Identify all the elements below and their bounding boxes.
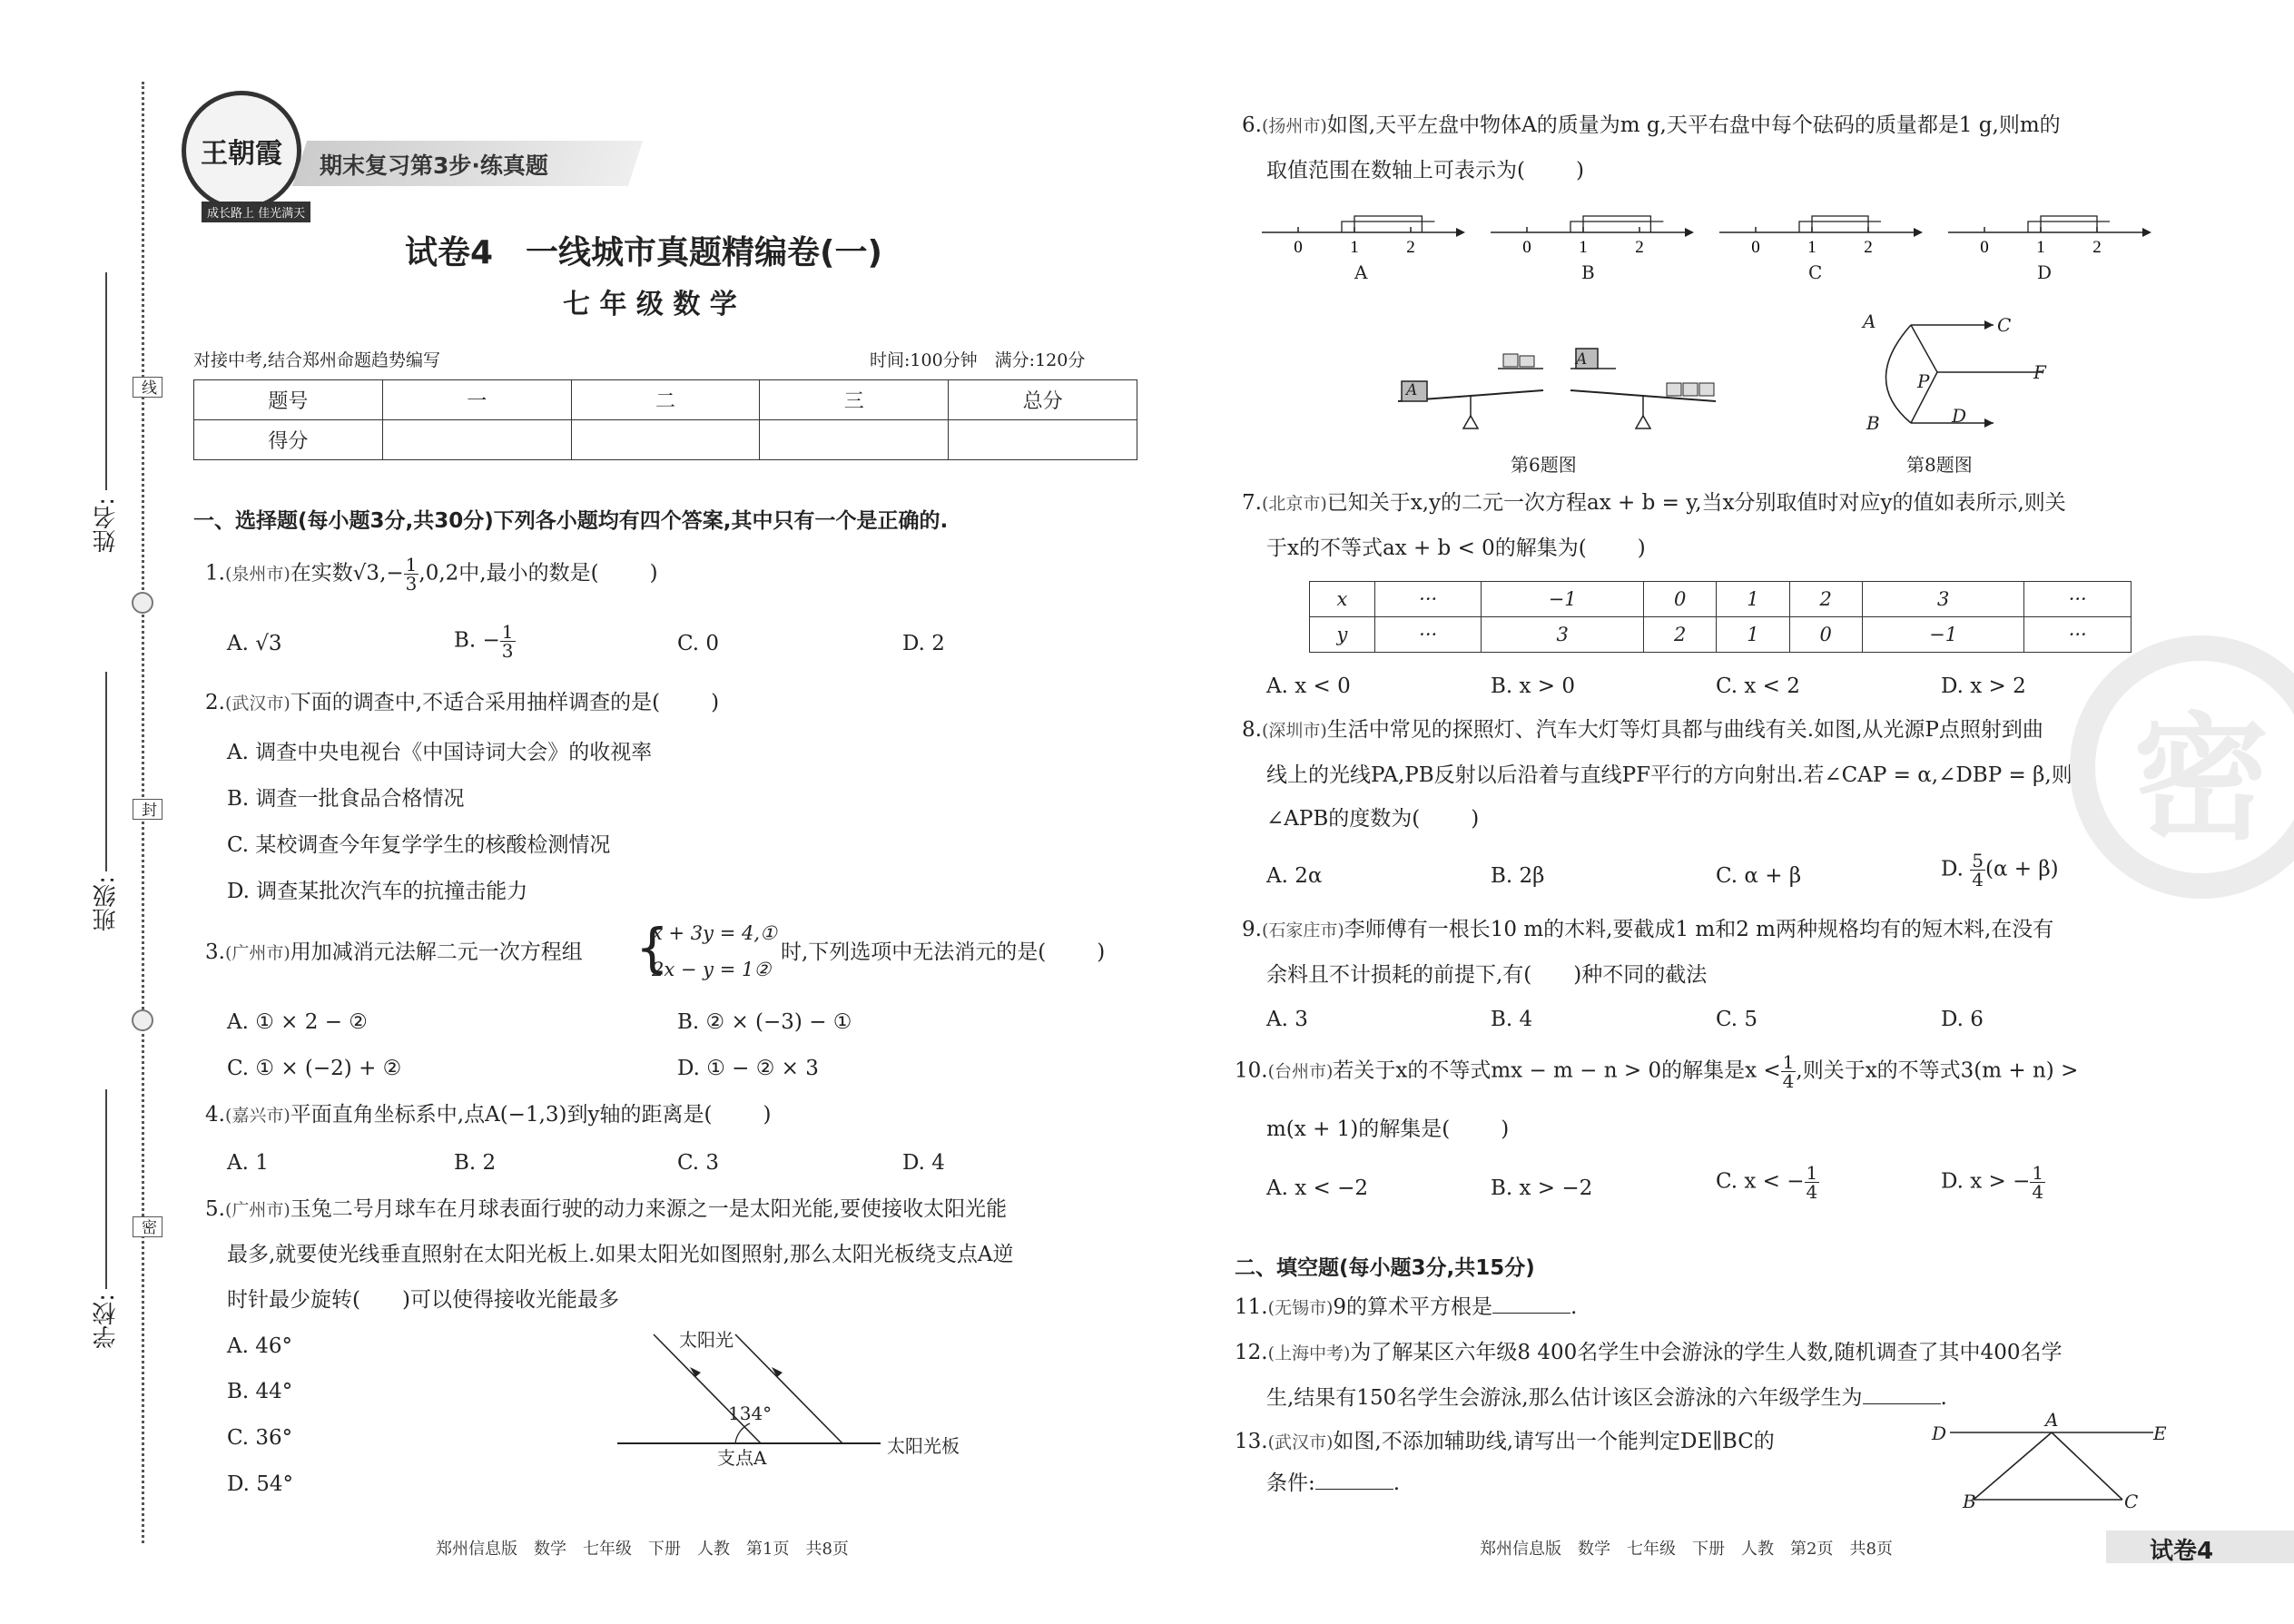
class-label: 班级: <box>93 876 120 931</box>
question-13 <box>1235 1429 1775 1456</box>
q9-option-c[interactable]: C. 5 <box>1716 1008 1758 1031</box>
question-10 <box>1235 1053 2078 1090</box>
q6-option-a[interactable]: A <box>1354 261 1368 283</box>
number-line-tick-label: 0 <box>1294 238 1303 257</box>
q1-option-c[interactable]: C. 0 <box>677 632 720 655</box>
q7-cell: x <box>1310 582 1375 617</box>
q8-point: C <box>1997 314 2012 336</box>
q-number: 7. <box>1242 491 1262 515</box>
fraction <box>1781 1053 1797 1090</box>
option-text: D. <box>1941 857 1971 881</box>
number-line-tick-label: 2 <box>2092 238 2102 257</box>
option-text: C. x < − <box>1716 1169 1805 1194</box>
footer-left: 郑州信息版 数学 七年级 下册 人教 第1页 共8页 <box>436 1540 849 1559</box>
question-8 <box>1242 717 2043 744</box>
q-text: ∠APB的度数为( <box>1266 807 1421 831</box>
q7-cell: ··· <box>1374 582 1481 617</box>
number-line-tick-label: 0 <box>1980 238 1989 257</box>
q-text: ) <box>1097 940 1106 964</box>
q13-point-d: D <box>1932 1422 1947 1444</box>
q-number: 6. <box>1242 113 1262 137</box>
question-12-line2 <box>1266 1385 1947 1412</box>
q13-point-c: C <box>2124 1491 2139 1512</box>
question-12 <box>1235 1340 2062 1367</box>
answer-blank[interactable] <box>1315 1471 1393 1490</box>
q7-option-d[interactable]: D. x > 2 <box>1941 674 2026 698</box>
brand-ribbon: 成长路上 佳光满天 <box>202 202 310 222</box>
q7-cell: 1 <box>1717 582 1789 617</box>
name-label: 姓名: <box>93 497 120 553</box>
q8-point: A <box>1863 310 1876 332</box>
q7-cell: 0 <box>1643 582 1716 617</box>
q7-cell: 3 <box>1482 617 1644 653</box>
q4-option-a[interactable]: A. 1 <box>227 1151 269 1175</box>
denominator: 4 <box>1972 869 1984 891</box>
q8-option-c[interactable]: C. α + β <box>1716 864 1802 888</box>
q-text: 取值范围在数轴上可表示为( <box>1266 159 1525 182</box>
q7-cell: y <box>1310 617 1375 653</box>
q7-cell: 1 <box>1717 617 1789 653</box>
denominator: 4 <box>2032 1181 2044 1203</box>
q-text: )种不同的截法 <box>1573 963 1708 987</box>
q8-figure-caption: 第8题图 <box>1906 454 1973 476</box>
q6-balance-figure <box>1389 345 1725 436</box>
q-text: 条件: <box>1266 1471 1315 1495</box>
q-text: 如图,天平左盘中物体A的质量为m g,天平右盘中每个砝码的质量都是1 g,则m的 <box>1326 113 2061 137</box>
q-text: 生,结果有150名学生会游泳,那么估计该区会游泳的六年级学生为 <box>1266 1386 1863 1410</box>
question-13-line2 <box>1266 1471 1400 1498</box>
q4-option-d[interactable]: D. 4 <box>902 1151 945 1175</box>
q7-cell: 3 <box>1862 582 2024 617</box>
section2-heading: 二、填空题(每小题3分,共15分) <box>1235 1256 1535 1280</box>
score-cell[interactable] <box>760 420 949 460</box>
fraction <box>2030 1164 2045 1201</box>
q-text: ) <box>763 1103 772 1127</box>
q-text: 平面直角坐标系中,点A(−1,3)到y轴的距离是( <box>290 1103 713 1127</box>
paper-title: 试卷4 一线城市真题精编卷(一) <box>405 234 882 271</box>
q5-label-sun: 太阳光 <box>679 1329 733 1351</box>
q-source: (台州市) <box>1267 1061 1334 1082</box>
balance-box-label: A <box>1576 350 1588 369</box>
q1-option-a[interactable]: A. √3 <box>227 632 282 655</box>
q5-option-c[interactable]: C. 36° <box>227 1426 293 1450</box>
watermark-seal <box>2070 635 2294 899</box>
score-cell[interactable] <box>949 420 1137 460</box>
q1-option-d[interactable]: D. 2 <box>902 632 945 655</box>
q-source: (泉州市) <box>224 564 290 585</box>
score-cell[interactable] <box>382 420 571 460</box>
section1-heading: 一、选择题(每小题3分,共30分)下列各小题均有四个答案,其中只有一个是正确的. <box>193 509 949 533</box>
number-line-arrow <box>1456 228 1465 237</box>
q4-option-b[interactable]: B. 2 <box>454 1151 497 1175</box>
q-number: 9. <box>1242 918 1262 941</box>
q-text <box>1531 963 1573 987</box>
q-text: ) <box>1471 807 1480 831</box>
school-label: 学校: <box>93 1294 120 1349</box>
q6-option-b[interactable]: B <box>1581 261 1595 283</box>
q-text: 李师傅有一根长10 m的木料,要截成1 m和2 m两种规格均有的短木料,在没有 <box>1344 918 2054 941</box>
paper-subtitle: 七 年 级 数 学 <box>563 289 737 320</box>
q-text: m(x + 1)的解集是( <box>1266 1117 1451 1141</box>
question-8-line3 <box>1266 806 1479 833</box>
q-text: 余料且不计损耗的前提下,有( <box>1266 963 1532 987</box>
q-text: 生活中常见的探照灯、汽车大灯等灯具都与曲线有关.如图,从光源P点照射到曲 <box>1326 718 2043 742</box>
question-10-line2 <box>1266 1117 1509 1144</box>
margin-tag-seal: 封 <box>133 799 162 820</box>
question-5-line3: 时针最少旋转( )可以使得接收光能最多 <box>227 1288 619 1312</box>
q13-point-b: B <box>1963 1491 1976 1512</box>
number-line-tick-label: 2 <box>1635 238 1644 257</box>
numerator: 1 <box>501 621 514 643</box>
q-source: (武汉市) <box>1267 1432 1334 1452</box>
number-line-tick-label: 1 <box>1579 238 1588 257</box>
paper-time: 时间:100分钟 满分:120分 <box>870 350 1086 370</box>
q-number: 1. <box>205 561 225 586</box>
denominator: 3 <box>501 640 514 662</box>
q-text: . <box>1570 1295 1578 1319</box>
option-text: D. x > − <box>1941 1169 2031 1194</box>
q-text: 下面的调查中,不适合采用抽样调查的是( <box>290 691 661 714</box>
fraction <box>404 556 419 593</box>
q3-option-d[interactable]: D. ① − ② × 3 <box>677 1057 819 1080</box>
margin-tag-line: 线 <box>133 377 162 398</box>
q-source: (深圳市) <box>1261 721 1327 741</box>
q-source: (无锡市) <box>1267 1298 1334 1318</box>
brand-name: 王朝霞 <box>201 138 282 170</box>
question-9 <box>1242 917 2053 944</box>
q5-option-b[interactable]: B. 44° <box>227 1380 293 1403</box>
margin-tag-mi: 密 <box>133 1216 162 1237</box>
score-header-row <box>194 380 1137 420</box>
q7-cell: ··· <box>2024 582 2132 617</box>
score-row-label: 得分 <box>194 420 383 460</box>
q8-point: F <box>2033 361 2046 383</box>
option-text: B. − <box>454 628 500 653</box>
q13-point-e: E <box>2153 1422 2167 1444</box>
question-6-line2 <box>1266 158 1584 185</box>
q10-option-a[interactable]: A. x < −2 <box>1266 1176 1369 1200</box>
question-7 <box>1242 490 2066 517</box>
question-2 <box>205 690 719 717</box>
q8-point: P <box>1917 370 1930 392</box>
q-source: (扬州市) <box>1261 116 1327 136</box>
equation-brace: { <box>635 917 669 979</box>
q1-option-b[interactable] <box>454 623 516 660</box>
question-9-line2 <box>1266 962 1707 989</box>
number-line-tick-label: 1 <box>2036 238 2045 257</box>
question-3 <box>205 940 583 967</box>
number-line-tick-label: 2 <box>1406 238 1415 257</box>
q7-cell: 0 <box>1789 617 1862 653</box>
numerator: 1 <box>1782 1051 1795 1073</box>
q9-option-b[interactable]: B. 4 <box>1491 1008 1533 1031</box>
q9-option-d[interactable]: D. 6 <box>1941 1008 1984 1031</box>
q6-option-d[interactable]: D <box>2037 261 2053 283</box>
equation-2: 2x − y = 1② <box>652 959 772 980</box>
numerator: 1 <box>1806 1162 1818 1184</box>
q5-label-angle: 134° <box>728 1403 773 1424</box>
q-number: 5. <box>205 1197 225 1221</box>
q8-option-b[interactable]: B. 2β <box>1491 864 1545 888</box>
binding-hole-icon <box>132 1009 153 1031</box>
q-source: (上海中考) <box>1267 1343 1351 1363</box>
score-row <box>194 420 1137 460</box>
q4-option-c[interactable]: C. 3 <box>677 1151 720 1175</box>
q7-row-y <box>1310 617 2132 653</box>
q-text: 时,下列选项中无法消元的是( <box>781 940 1047 964</box>
score-header-cell: 三 <box>760 380 949 420</box>
q7-cell: ··· <box>2024 617 2132 653</box>
question-6 <box>1242 113 2061 140</box>
q-number: 11. <box>1235 1295 1268 1319</box>
number-line-tick-label: 2 <box>1864 238 1873 257</box>
q-number: 8. <box>1242 718 1262 742</box>
q9-option-a[interactable]: A. 3 <box>1266 1008 1308 1031</box>
number-line-tick-label: 1 <box>1807 238 1816 257</box>
question-1 <box>205 556 658 593</box>
q8-point: D <box>1952 405 1967 427</box>
number-line-tick-label: 0 <box>1522 238 1531 257</box>
q-number: 12. <box>1235 1341 1268 1364</box>
question-8-line2: 线上的光线PA,PB反射以后沿着与直线PF平行的方向射出.若∠CAP = α,∠DBP = β,则 <box>1266 763 2072 787</box>
q7-cell: ··· <box>1374 617 1481 653</box>
number-line-range <box>1799 216 1881 232</box>
answer-blank[interactable] <box>1492 1295 1570 1314</box>
question-7-line2 <box>1266 536 1646 563</box>
fraction <box>500 623 516 660</box>
q3-option-b[interactable]: B. ② × (−3) − ① <box>677 1010 852 1034</box>
q-number: 13. <box>1235 1430 1268 1453</box>
q-number: 3. <box>205 940 225 964</box>
binding-hole-icon <box>132 592 153 614</box>
q-source: (嘉兴市) <box>224 1106 290 1126</box>
denominator: 3 <box>405 573 418 595</box>
brand-logo <box>182 91 301 211</box>
q2-option-a[interactable]: A. 调查中央电视台《中国诗词大会》的收视率 <box>227 741 653 764</box>
q-text: 为了解某区六年级8 400名学生中会游泳的学生人数,随机调查了其中400名学 <box>1350 1341 2063 1364</box>
q-source: (武汉市) <box>224 694 290 714</box>
q8-option-d[interactable] <box>1941 851 2059 889</box>
q10-option-c[interactable] <box>1716 1164 1819 1201</box>
q5-label-pivot: 支点A <box>717 1447 767 1469</box>
q7-value-table <box>1309 581 2132 653</box>
q-text: . <box>1393 1471 1401 1495</box>
q7-option-c[interactable]: C. x < 2 <box>1716 674 1800 698</box>
q-text: ) <box>1637 536 1646 560</box>
number-line-arrow <box>1914 228 1923 237</box>
q6-figure-caption: 第6题图 <box>1511 454 1577 476</box>
score-header-cell: 一 <box>382 380 571 420</box>
q-text: ) <box>1575 159 1584 182</box>
q-source: (广州市) <box>224 943 290 963</box>
q-source: (广州市) <box>224 1200 290 1220</box>
q7-option-a[interactable]: A. x < 0 <box>1266 674 1351 698</box>
q-text: 用加减消元法解二元一次方程组 <box>290 940 583 964</box>
q-text: ,0,2中,最小的数是( <box>418 561 599 586</box>
q-source: (石家庄市) <box>1261 920 1344 940</box>
q-text: ,则关于x的不等式3(m + n) > <box>1796 1058 2079 1083</box>
score-header-cell: 二 <box>571 380 760 420</box>
name-line <box>105 272 107 490</box>
q3-option-a[interactable]: A. ① × 2 − ② <box>227 1010 368 1034</box>
number-line-tick-label: 1 <box>1350 238 1359 257</box>
q13-point-a: A <box>2045 1409 2059 1431</box>
q-source: (北京市) <box>1261 494 1327 514</box>
q7-row-x <box>1310 582 2132 617</box>
number-line-range <box>1570 216 1663 232</box>
q-text: ) <box>649 561 658 586</box>
q-text: ) <box>1501 1117 1510 1141</box>
q-text: 已知关于x,y的二元一次方程ax + b = y,当x分别取值时对应y的值如表所示,则关 <box>1326 491 2066 515</box>
q2-option-b[interactable]: B. 调查一批食品合格情况 <box>227 787 465 811</box>
q-text: 于x的不等式ax + b < 0的解集为( <box>1266 536 1587 560</box>
q-text: − <box>386 561 404 586</box>
q7-cell: −1 <box>1862 617 2024 653</box>
numerator: 1 <box>405 554 418 576</box>
numerator: 5 <box>1972 850 1984 871</box>
series-tag-text: 期末复习第3步·练真题 <box>320 153 548 179</box>
answer-blank[interactable] <box>1863 1386 1941 1404</box>
number-line-range <box>1342 216 1434 232</box>
q3-option-c[interactable]: C. ① × (−2) + ② <box>227 1057 402 1080</box>
q-number: 4. <box>205 1103 225 1127</box>
q5-label-panel: 太阳光板 <box>887 1435 960 1457</box>
q2-option-c[interactable]: C. 某校调查今年复学学生的核酸检测情况 <box>227 833 611 857</box>
q7-cell: −1 <box>1482 582 1644 617</box>
score-header-cell: 总分 <box>949 380 1137 420</box>
footer-right: 郑州信息版 数学 七年级 下册 人教 第2页 共8页 <box>1480 1540 1893 1559</box>
watermark-text: 密 <box>2132 701 2269 859</box>
q-text: 玉兔二号月球车在月球表面行驶的动力来源之一是太阳光能,要使接收太阳光能 <box>290 1197 1008 1221</box>
q10-option-d[interactable] <box>1941 1164 2045 1201</box>
q8-option-a[interactable]: A. 2α <box>1266 864 1323 888</box>
q-text: ) <box>711 691 720 714</box>
question-4 <box>205 1102 771 1129</box>
q5-figure <box>608 1307 908 1462</box>
number-line-arrow <box>2142 228 2151 237</box>
question-3-tail <box>781 940 1105 967</box>
question-5-line2: 最多,就要使光线垂直照射在太阳光板上.如果太阳光如图照射,那么太阳光板绕支点A逆 <box>227 1243 1014 1266</box>
q8-point: B <box>1866 412 1880 434</box>
number-line-range <box>2028 216 2110 232</box>
question-5 <box>205 1196 1007 1224</box>
score-table <box>193 379 1137 460</box>
q-text: 若关于x的不等式mx − m − n > 0的解集是x < <box>1333 1058 1781 1083</box>
q7-cell: 2 <box>1643 617 1716 653</box>
denominator: 4 <box>1806 1181 1818 1203</box>
numerator: 1 <box>2032 1162 2044 1184</box>
question-11 <box>1235 1294 1577 1322</box>
q2-option-d[interactable]: D. 调查某批次汽车的抗撞击能力 <box>227 880 528 903</box>
q5-option-a[interactable]: A. 46° <box>227 1334 292 1358</box>
q-text: 9的算术平方根是 <box>1333 1295 1493 1319</box>
q6-numberlines <box>1262 205 2170 278</box>
footer-tag: 试卷4 <box>2150 1538 2214 1565</box>
fraction <box>1970 851 1985 889</box>
score-cell[interactable] <box>571 420 760 460</box>
q7-cell: 2 <box>1789 582 1862 617</box>
paper-note: 对接中考,结合郑州命题趋势编写 <box>193 350 441 370</box>
number-line-tick-label: 0 <box>1751 238 1760 257</box>
q7-option-b[interactable]: B. x > 0 <box>1491 674 1576 698</box>
number-line-arrow <box>1685 228 1694 237</box>
q5-option-d[interactable]: D. 54° <box>227 1472 294 1496</box>
score-header-cell: 题号 <box>194 380 383 420</box>
denominator: 4 <box>1782 1070 1795 1092</box>
balance-box-label: A <box>1406 381 1418 399</box>
q-text: . <box>1940 1386 1947 1410</box>
q-number: 10. <box>1235 1058 1268 1083</box>
equation-1: x + 3y = 4,① <box>652 922 777 944</box>
q10-option-b[interactable]: B. x > −2 <box>1491 1176 1593 1200</box>
school-line <box>105 1089 107 1289</box>
fraction <box>1805 1164 1820 1201</box>
option-text: (α + β) <box>1984 857 2059 881</box>
q-text: 在实数√3, <box>290 561 387 586</box>
q-number: 2. <box>205 691 225 714</box>
q6-option-c[interactable]: C <box>1808 261 1823 283</box>
class-line <box>105 672 107 871</box>
q-text: 如图,不添加辅助线,请写出一个能判定DE∥BC的 <box>1333 1430 1775 1453</box>
